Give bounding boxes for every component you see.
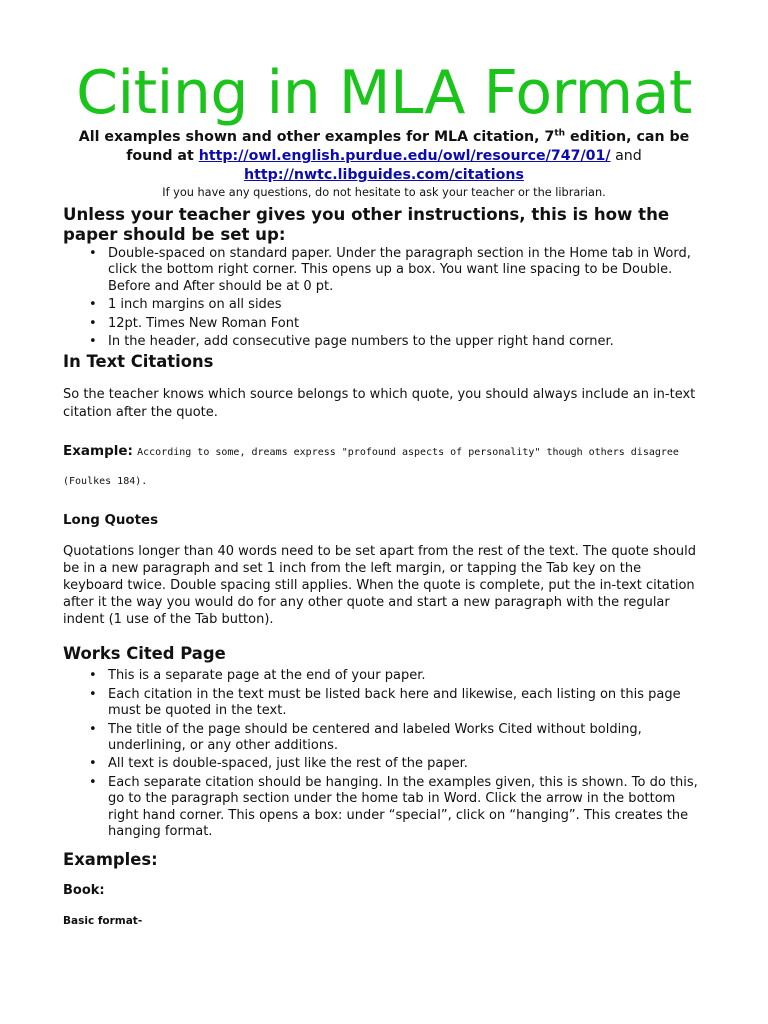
questions-note: If you have any questions, do not hesitate to ask your teacher or the librarian. bbox=[162, 186, 606, 199]
intro-text: All examples shown and other examples for MLA citation, 7 bbox=[78, 129, 555, 145]
list-item: • This is a separate page at the end of your paper. bbox=[108, 668, 705, 684]
works-cited-list bbox=[63, 668, 705, 840]
libguides-link[interactable]: http://nwtc.libguides.com/citations bbox=[244, 167, 524, 183]
intro-and: and bbox=[610, 148, 642, 164]
in-text-citations-heading: In Text Citations bbox=[63, 352, 214, 372]
list-item: • 12pt. Times New Roman Font bbox=[108, 316, 705, 332]
list-item: • Each citation in the text must be listed back here and likewise, each listing on this page must be quoted in the text. bbox=[108, 687, 705, 720]
intro-paragraph bbox=[63, 128, 705, 185]
setup-list bbox=[63, 246, 705, 350]
long-quotes-heading: Long Quotes bbox=[63, 513, 159, 529]
book-heading: Book: bbox=[63, 882, 105, 898]
list-item: • The title of the page should be centered and labeled Works Cited without bolding, underlining, or any other additions. bbox=[108, 722, 705, 755]
list-item: • Each separate citation should be hanging. In the examples given, this is shown. To do this, go to the paragraph section under the home tab in Word. Click the arrow in the bottom right hand corner. This opens a box: under “special”, click on “hanging”. This creates the hanging format. bbox=[108, 775, 705, 841]
list-item: • Double-spaced on standard paper. Under the paragraph section in the Home tab in Word, click the bottom right corner. This opens up a box. You want line spacing to be Double. Before and After should be at 0 pt. bbox=[108, 246, 705, 295]
basic-format-heading: Basic format- bbox=[63, 914, 143, 927]
list-item: • 1 inch margins on all sides bbox=[108, 297, 705, 313]
setup-heading: Unless your teacher gives you other instructions, this is how the paper should be set up: bbox=[63, 205, 670, 244]
works-cited-heading: Works Cited Page bbox=[63, 644, 226, 664]
in-text-example bbox=[63, 437, 705, 496]
example-text: According to some, dreams express "profound aspects of personality" though others disagree (Foulkes 184). bbox=[63, 447, 679, 488]
long-quotes-paragraph: Quotations longer than 40 words need to be set apart from the rest of the text. The quote should be in a new paragraph and set 1 inch from the left margin, or tapping the Tab key on the keyboard twice. Double spacing still applies. When the quote is complete, put the in-text citation after it the way you would do for any other quote and start a new paragraph with the regular indent (1 use of the Tab button). bbox=[63, 544, 696, 628]
list-item: • All text is double-spaced, just like the rest of the paper. bbox=[108, 756, 705, 772]
list-item: • In the header, add consecutive page numbers to the upper right hand corner. bbox=[108, 334, 705, 350]
document-title: Citing in MLA Format bbox=[76, 58, 692, 128]
examples-heading: Examples: bbox=[63, 849, 158, 869]
intro-superscript: th bbox=[554, 128, 566, 139]
intro-text-continued: edition, can be found at bbox=[126, 129, 690, 164]
purdue-owl-link[interactable]: http://owl.english.purdue.edu/owl/resource/747/01/ bbox=[198, 148, 611, 164]
example-label: Example: bbox=[63, 443, 133, 460]
in-text-paragraph: So the teacher knows which source belongs to which quote, you should always include an in-text citation after the quote. bbox=[63, 387, 696, 420]
